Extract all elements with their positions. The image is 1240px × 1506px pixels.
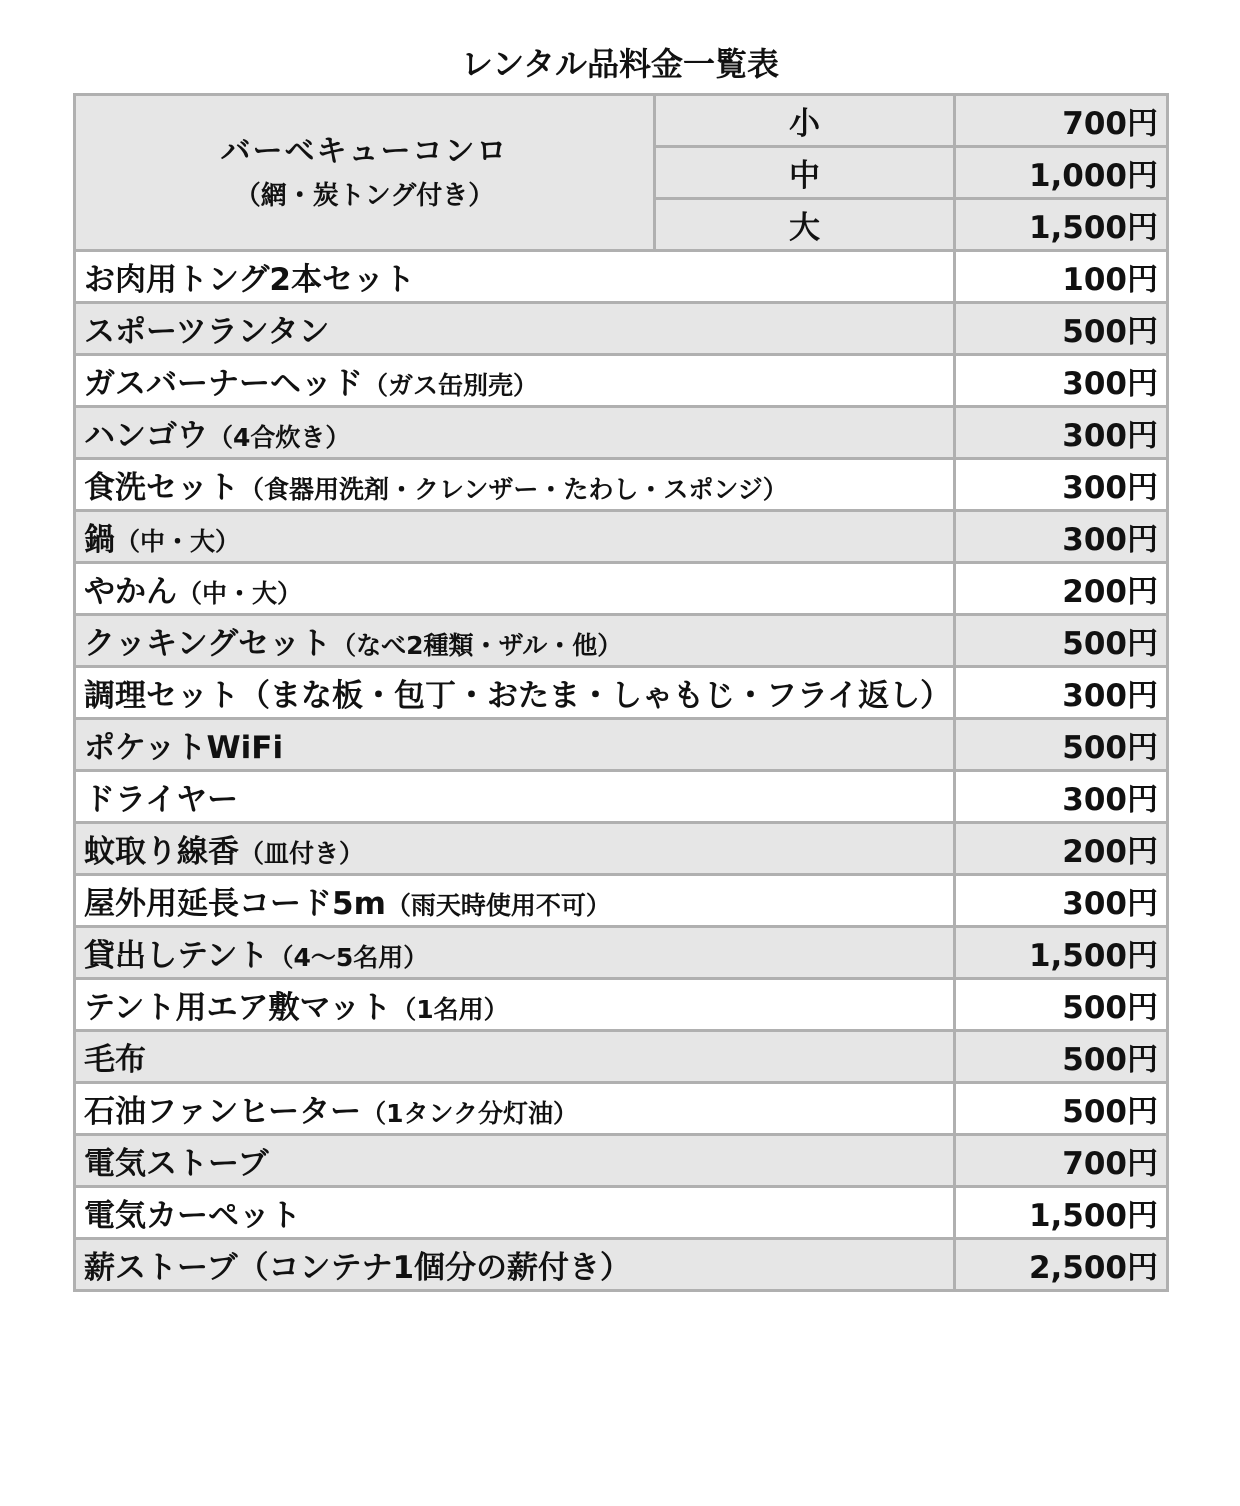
bbq-size-medium: 中 (655, 147, 955, 199)
item-price: 300円 (955, 511, 1168, 563)
table-row-bbq-small (75, 95, 1168, 147)
table-row (75, 1239, 1168, 1291)
bbq-size-large: 大 (655, 199, 955, 251)
item-name: クッキングセット (84, 626, 332, 662)
item-name: 電気カーペット (84, 1198, 301, 1234)
item-name: やかん (84, 574, 177, 610)
item-name: スポーツランタン (84, 314, 330, 350)
item-name: 貸出しテント (84, 938, 269, 974)
table-row (75, 563, 1168, 615)
table-row (75, 459, 1168, 511)
item-name: 蚊取り線香 (84, 834, 239, 870)
item-price: 1,500円 (955, 1187, 1168, 1239)
item-name: 食洗セット (84, 470, 239, 506)
item-name-cell (75, 979, 955, 1031)
table-row (75, 1083, 1168, 1135)
table-row (75, 823, 1168, 875)
item-name-cell (75, 511, 955, 563)
item-price: 500円 (955, 719, 1168, 771)
item-note: （中・大） (177, 579, 303, 608)
item-note: （皿付き） (239, 839, 365, 868)
table-row (75, 1031, 1168, 1083)
item-note: （食器用洗剤・クレンザー・たわし・スポンジ） (239, 475, 788, 504)
item-name-cell (75, 251, 955, 303)
item-name-cell (75, 667, 955, 719)
bbq-price-small: 700円 (955, 95, 1168, 147)
item-note: （1タンク分灯油） (361, 1099, 579, 1128)
table-row (75, 303, 1168, 355)
table-row (75, 719, 1168, 771)
table-row (75, 1135, 1168, 1187)
bbq-price-medium: 1,000円 (955, 147, 1168, 199)
table-row (75, 407, 1168, 459)
item-name: ガスバーナーヘッド (84, 366, 363, 402)
bbq-size-small: 小 (655, 95, 955, 147)
item-price: 300円 (955, 875, 1168, 927)
item-price: 200円 (955, 823, 1168, 875)
item-price: 500円 (955, 615, 1168, 667)
item-price: 500円 (955, 1083, 1168, 1135)
item-price: 300円 (955, 407, 1168, 459)
item-price: 300円 (955, 355, 1168, 407)
item-note: （4合炊き） (208, 423, 351, 452)
table-row (75, 615, 1168, 667)
item-note: （雨天時使用不可） (385, 891, 611, 920)
bbq-grill-name: バーベキューコンロ (220, 133, 509, 169)
item-name-cell (75, 1083, 955, 1135)
item-name: テント用エア敷マット (84, 990, 392, 1026)
item-name: 薪ストーブ（コンテナ1個分の薪付き） (84, 1250, 632, 1286)
bbq-price-large: 1,500円 (955, 199, 1168, 251)
bbq-grill-cell (75, 95, 655, 251)
table-row (75, 875, 1168, 927)
item-name-cell (75, 719, 955, 771)
item-note: （ガス缶別売） (363, 371, 539, 400)
item-name-cell (75, 563, 955, 615)
item-name-cell (75, 1135, 955, 1187)
item-price: 100円 (955, 251, 1168, 303)
item-name: ハンゴウ (84, 418, 208, 454)
table-row (75, 251, 1168, 303)
table-row (75, 927, 1168, 979)
item-note: （中・大） (115, 527, 241, 556)
item-price: 2,500円 (955, 1239, 1168, 1291)
item-price: 300円 (955, 667, 1168, 719)
item-name: 屋外用延長コード5m (84, 886, 386, 922)
item-name-cell (75, 303, 955, 355)
table-row (75, 771, 1168, 823)
item-name-cell (75, 927, 955, 979)
item-name: 石油ファンヒーター (84, 1094, 362, 1130)
bbq-grill-note: （網・炭トング付き） (234, 180, 495, 211)
item-name: お肉用トング2本セット (84, 262, 415, 298)
item-name: 調理セット（まな板・包丁・おたま・しゃもじ・フライ返し） (84, 678, 952, 714)
item-price: 500円 (955, 979, 1168, 1031)
item-name-cell (75, 355, 955, 407)
item-name-cell (75, 771, 955, 823)
item-note: （4～5名用） (268, 943, 429, 972)
table-row (75, 1187, 1168, 1239)
item-price: 300円 (955, 771, 1168, 823)
item-name-cell (75, 459, 955, 511)
item-name-cell (75, 1239, 955, 1291)
table-row (75, 511, 1168, 563)
item-price: 500円 (955, 1031, 1168, 1083)
item-price: 1,500円 (955, 927, 1168, 979)
item-name: ポケットWiFi (84, 730, 284, 766)
item-name-cell (75, 875, 955, 927)
item-name: 鍋 (84, 522, 115, 558)
item-price: 700円 (955, 1135, 1168, 1187)
item-name-cell (75, 407, 955, 459)
item-price: 500円 (955, 303, 1168, 355)
item-name-cell (75, 1187, 955, 1239)
item-name-cell (75, 823, 955, 875)
rental-price-table (73, 93, 1169, 1292)
table-row (75, 355, 1168, 407)
item-price: 200円 (955, 563, 1168, 615)
item-name: 毛布 (84, 1042, 146, 1078)
item-price: 300円 (955, 459, 1168, 511)
item-name: 電気ストーブ (84, 1146, 269, 1182)
table-row (75, 667, 1168, 719)
page-title: レンタル品料金一覧表 (461, 45, 779, 83)
item-note: （なべ2種類・ザル・他） (331, 631, 623, 660)
item-note: （1名用） (391, 995, 509, 1024)
table-row (75, 979, 1168, 1031)
item-name: ドライヤー (84, 782, 239, 818)
item-name-cell (75, 1031, 955, 1083)
item-name-cell (75, 615, 955, 667)
